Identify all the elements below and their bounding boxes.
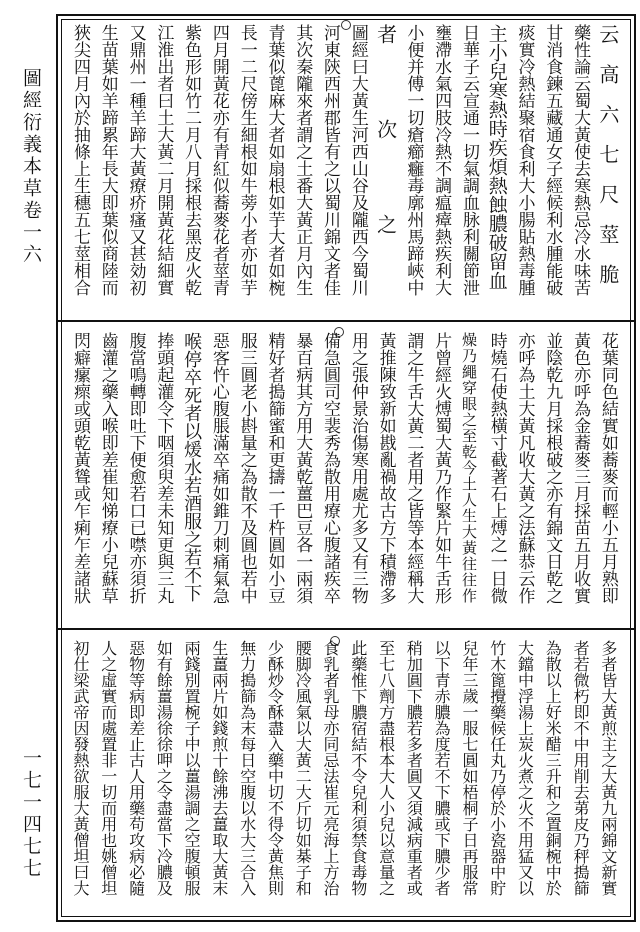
text-column: 藥性論云蜀大黃使去寒熱忌冷水味苦 bbox=[570, 24, 591, 296]
text-column: 用之張仲景治傷寒用處尤多又有三物 bbox=[347, 332, 368, 604]
text-column: 圖經曰大黃生河西山谷及隴西今蜀川 bbox=[347, 24, 368, 296]
text-panel-bottom bbox=[68, 640, 620, 916]
text-column: 亦呼為土大黃凡收大黃之法蘇恭云作 bbox=[514, 332, 535, 604]
text-column: 痰實冷熱結聚宿食利大小腸貼熱毒腫 bbox=[514, 24, 535, 296]
panel-divider-2 bbox=[58, 628, 634, 630]
text-column: 江淮出者曰土大黃二月開黃花結細實 bbox=[153, 24, 174, 296]
text-panel-middle bbox=[68, 332, 620, 622]
text-column: 精好者搗篩蜜和更擣一千杵圓如小豆 bbox=[264, 332, 285, 604]
text-column: 無力搗篩為末每日空腹以水大三合入 bbox=[237, 640, 257, 896]
text-column: 惡客忤心腹脹滿卒痛如錐刀刺痛氣急 bbox=[208, 332, 229, 604]
text-column: 謂之牛舌大黃二者用之皆等本經稱大 bbox=[403, 332, 424, 604]
book-title: 圖經衍義本草 bbox=[20, 68, 42, 200]
text-column: 食乳者乳母亦同忌法崔元亮海上方治 bbox=[321, 640, 341, 896]
text-column: 兩錢別置椀子中以薑湯調之空腹頓服 bbox=[182, 640, 202, 896]
panel-divider-1 bbox=[58, 320, 634, 322]
text-column: 此藥惟下膿宿結不令兒利須禁食毒物 bbox=[348, 640, 368, 896]
text-column: 竹木篦攪藥候任丸乃停於小瓷器中貯 bbox=[487, 640, 507, 896]
text-column: 至七八劑方盡根本大人小兒以意量之 bbox=[376, 640, 396, 896]
text-column: 服三圓老小斟量之為散不及圓也若中 bbox=[236, 332, 257, 604]
text-column: 者次之 bbox=[373, 24, 398, 309]
text-column: 花葉同色結實如蕎麥而輕小五月熟即 bbox=[597, 332, 618, 604]
page-frame bbox=[56, 14, 636, 922]
text-column: 以下青赤膿為度若不下膿或下膿少者 bbox=[432, 640, 452, 896]
text-column: 喉停卒死者以煖水若酒服之若不下 bbox=[181, 332, 203, 602]
text-column: 兒年三歲一服七圓如梧桐子日再服常 bbox=[459, 640, 479, 896]
text-column: 日華子云宣通一切氣調血脉利關節泄 bbox=[458, 24, 479, 296]
text-column: 齒灌之藥入喉即差崔知悌療小兒蘇草 bbox=[97, 332, 118, 604]
text-column: 青葉似蓖麻大者如扇根如芋大者如椀 bbox=[264, 24, 285, 296]
text-column: 為散以上好米醋三升和之置銅椀中於 bbox=[543, 640, 563, 896]
text-column: 生苗葉如羊蹄累年長大即葉似商陸而 bbox=[97, 24, 118, 296]
text-column: 惡物等病即差止古人用藥苟攻病必隨 bbox=[126, 640, 146, 896]
text-column: 黃推陳致新如戡亂禍故古方下積滯多 bbox=[375, 332, 396, 604]
text-column: 暴百病其方用大黃乾薑巴豆各一兩須 bbox=[292, 332, 313, 604]
text-column: 河東陝西州郡皆有之以蜀川錦文者佳 bbox=[320, 24, 341, 296]
page-number: 一七一四七七 bbox=[20, 748, 42, 880]
text-column: 小便并傅一切瘡癤癰毒廓州馬蹄峽中 bbox=[403, 24, 424, 296]
text-column: 長一二尺傍生細根如牛蒡小者亦如芋 bbox=[236, 24, 257, 296]
text-panel-top bbox=[68, 24, 620, 314]
text-column: 生薑兩片如錢煎十餘沸去薑取大黃末 bbox=[209, 640, 229, 896]
text-column: 初仕梁武帝因發熱欲服大黃僧坦曰大 bbox=[71, 640, 90, 896]
text-column: 黃色亦呼為金蕎麥三月採苗五月收實 bbox=[570, 332, 591, 604]
text-column: 云高六七尺莖脆 bbox=[595, 24, 620, 304]
text-column: 如有餘薑湯徐徐呷之令盡當下冷膿及 bbox=[154, 640, 174, 896]
volume-label: 卷一六 bbox=[20, 200, 42, 266]
text-column: 燥乃繩穿眼之至乾今土人生大黃往往作 bbox=[459, 332, 478, 604]
text-column: 片曾經火煿蜀大黃乃作緊片如牛舌形 bbox=[431, 332, 452, 604]
text-column: 紫色形如竹二月八月採根去黑皮火乾 bbox=[181, 24, 202, 296]
text-column: 人之虛實而處置非一切而用也姚僧坦 bbox=[98, 640, 118, 896]
text-column: 狹尖四月內於抽條上生穗五七莖相合 bbox=[70, 24, 90, 296]
text-column: 腰脚冷風氣以大黃二大斤切如棊子和 bbox=[293, 640, 313, 896]
text-column: 壅滯水氣四肢冷熱不調瘟瘴熱疾利大 bbox=[431, 24, 452, 296]
text-column: 又鼎州一種羊蹄大黃療疥瘙又甚効初 bbox=[125, 24, 146, 296]
text-column: 甘消食鍊五藏通女子經候利水腫能破 bbox=[542, 24, 563, 296]
text-column: 四月開黃花亦有青紅似蕎麥花者莖青 bbox=[208, 24, 229, 296]
text-column: 大鐺中浮湯上炭火煮之火不用猛又以 bbox=[515, 640, 535, 896]
text-column: 稍加圓下膿若多者圓又須減病重者或 bbox=[404, 640, 424, 896]
text-column: 並陰乾九月採根破之亦有錦文日乾之 bbox=[542, 332, 563, 604]
text-column: 閃癖瘰瘝或頭乾黃聳或乍痢乍差諸狀 bbox=[70, 332, 90, 604]
text-column: 其次秦隴來者謂之土番大黃正月內生 bbox=[292, 24, 313, 296]
text-column: 腹當鳴轉即吐下便愈若口已噤亦須折 bbox=[125, 332, 146, 604]
text-column: 主小兒寒熱時疾煩熱蝕膿破留血 bbox=[485, 24, 508, 290]
text-column: 多者皆大黃煎主之大黃九兩錦文新實 bbox=[598, 640, 618, 896]
text-column: 少酥炒令酥盡入藥中切不得令黃焦則 bbox=[265, 640, 285, 896]
text-column: 備急圓司空裴秀為散用療心腹諸疾卒 bbox=[320, 332, 341, 604]
text-column: 捧頭起灌令下咽須臾差未知更與三丸 bbox=[153, 332, 174, 604]
text-column: 時燒石使熱橫寸截著石上煿之一日微 bbox=[486, 332, 507, 604]
text-column: 者若微朽即不中用削去苐皮乃秤搗篩 bbox=[571, 640, 591, 896]
